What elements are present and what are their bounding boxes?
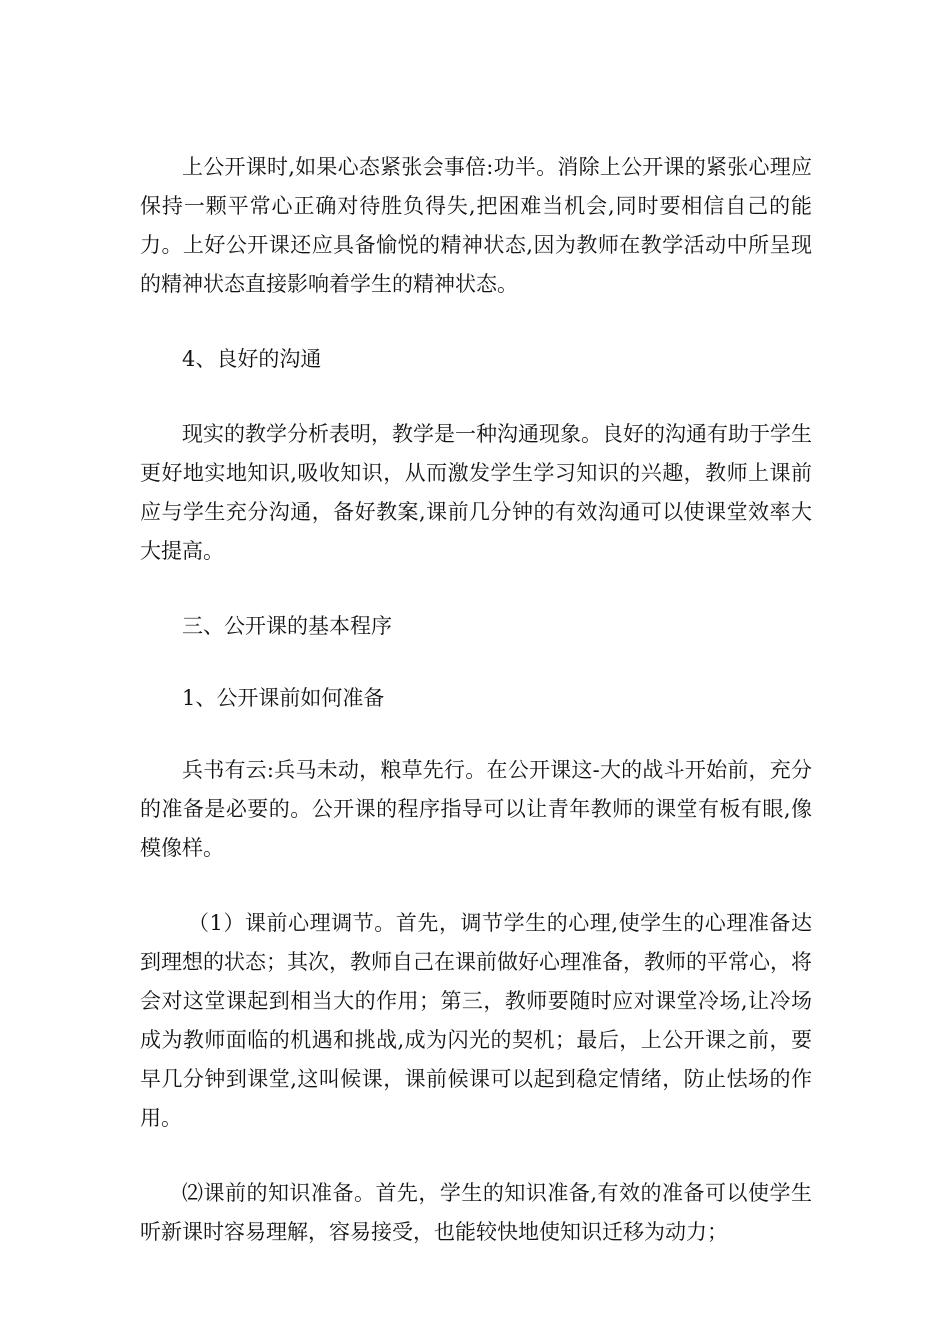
paragraph-knowledge-preparation: ⑵课前的知识准备。首先，学生的知识准备,有效的准备可以使学生听新课时容易理解，容易接受，也能较快地使知识迁移为动力； xyxy=(140,1181,812,1244)
paragraph-psychological-adjustment: （1）课前心理调节。首先，调节学生的心理,使学生的心理准备达到理想的状态；其次，教师自己在课前做好心理准备，教师的平常心，将会对这堂课起到相当大的作用；第三，教师要随时应对课堂冷场,让冷场成为教师面临的机遇和挑战,成为闪光的契机；最后，上公开课之前，要早几分钟到课堂,这叫候课，课前候课可以起到稳定情绪，防止怯场的作用。 xyxy=(140,911,812,1130)
paragraph-communication: 现实的教学分析表明，教学是一种沟通现象。良好的沟通有助于学生更好地实地知识,吸收知识，从而激发学生学习知识的兴趣，教师上课前应与学生充分沟通，备好教案,课前几分钟的有效沟通可以使课堂效率大大提高。 xyxy=(140,422,812,563)
paragraph-mindset: 上公开课时,如果心态紧张会事倍:功半。消除上公开课的紧张心理应保持一颗平常心正确对待胜负得失,把困难当机会,同时要相信自己的能力。上好公开课还应具备愉悦的精神状态,因为教师在教学活动中所呈现的精神状态直接影响着学生的精神状态。 xyxy=(140,155,812,296)
heading-how-to-prepare: 1、公开课前如何准备 xyxy=(182,686,385,710)
document-page xyxy=(140,148,812,1252)
paragraph-preparation: 兵书有云:兵马未动，粮草先行。在公开课这-大的战斗开始前，充分的准备是必要的。公开课的程序指导可以让青年教师的课堂有板有眼,像模像样。 xyxy=(140,758,812,860)
heading-basic-procedure: 三、公开课的基本程序 xyxy=(182,614,392,638)
heading-good-communication: 4、良好的沟通 xyxy=(182,347,322,371)
